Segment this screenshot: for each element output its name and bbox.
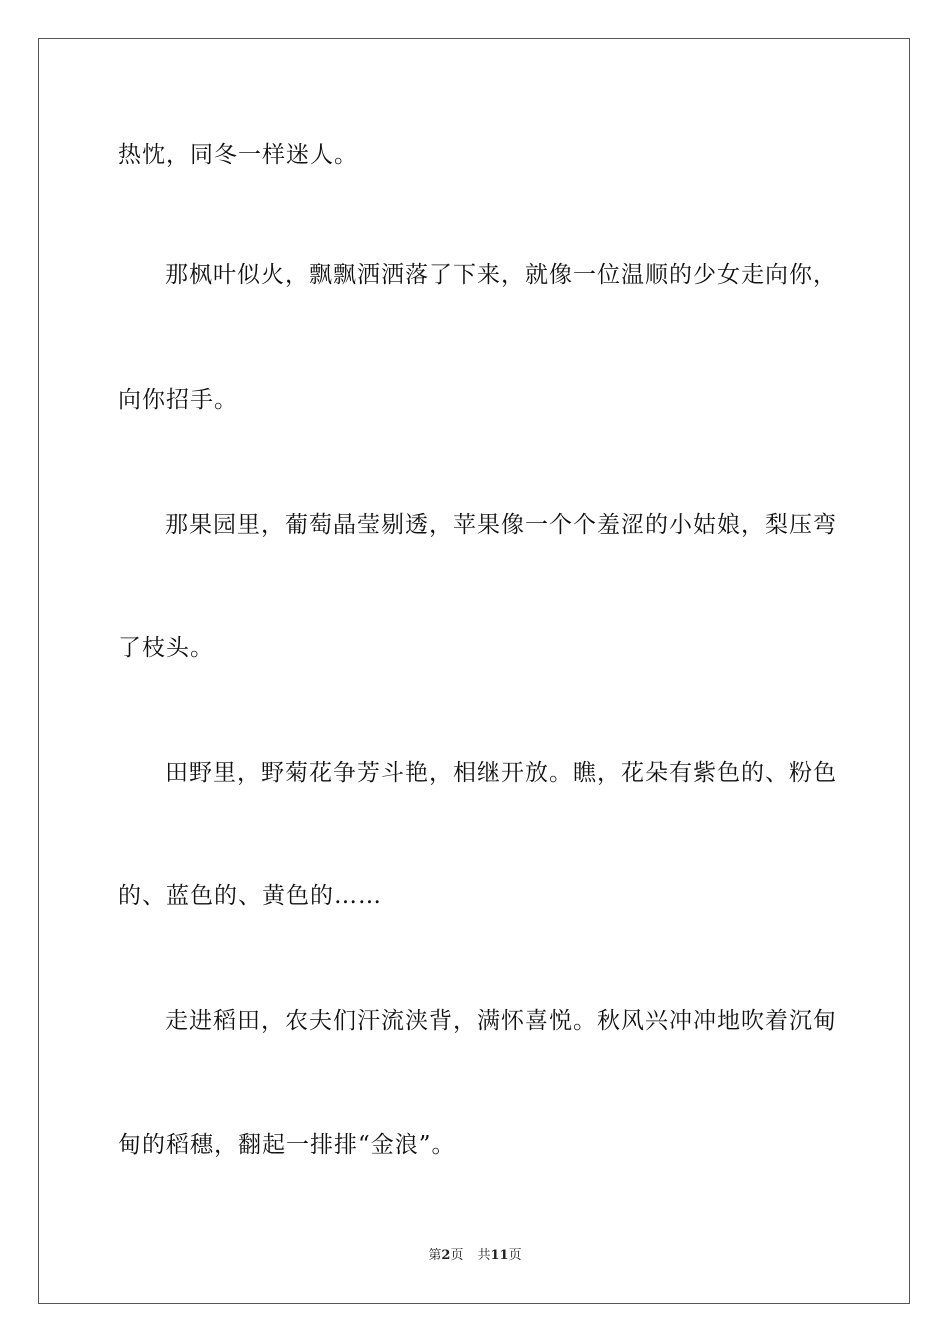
total-pages: 11 — [490, 1248, 509, 1263]
paragraph-line-9: 甸的稻穗，翻起一排排“金浪”。 — [118, 1132, 456, 1158]
page-number: 2 — [441, 1248, 451, 1263]
paragraph-line-3: 向你招手。 — [118, 387, 238, 413]
page-suffix: 页 — [450, 1248, 464, 1263]
paragraph-line-4: 那果园里，葡萄晶莹剔透，苹果像一个个羞涩的小姑娘，梨压弯 — [165, 512, 837, 538]
paragraph-line-5: 了枝头。 — [118, 635, 214, 661]
page-prefix: 第 — [428, 1248, 442, 1263]
paragraph-line-6: 田野里，野菊花争芳斗艳，相继开放。瞧，花朵有紫色的、粉色 — [165, 760, 837, 786]
paragraph-line-1: 热忱，同冬一样迷人。 — [118, 142, 358, 168]
paragraph-line-7: 的、蓝色的、黄色的…… — [118, 883, 382, 909]
page-footer — [0, 1247, 950, 1265]
paragraph-line-2: 那枫叶似火，飘飘洒洒落了下来，就像一位温顺的少女走向你， — [165, 262, 837, 288]
page-border — [38, 38, 910, 1304]
paragraph-line-8: 走进稻田，农夫们汗流浃背，满怀喜悦。秋风兴冲冲地吹着沉甸 — [165, 1008, 837, 1034]
total-prefix: 共 — [477, 1248, 491, 1263]
total-suffix: 页 — [508, 1248, 522, 1263]
